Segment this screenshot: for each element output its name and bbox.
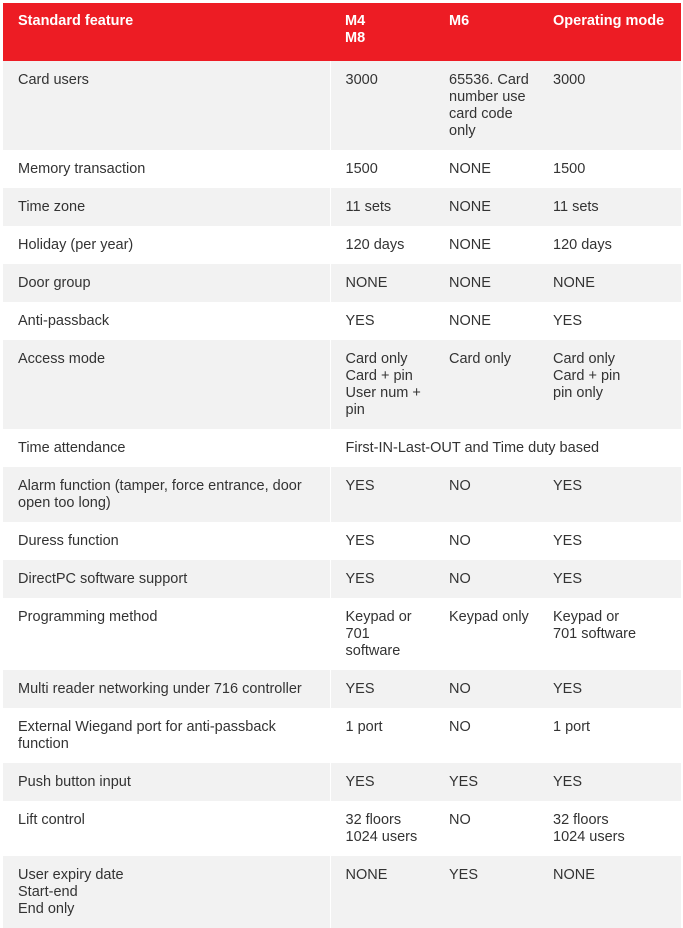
m6-cell: NONE <box>449 237 491 253</box>
m6-cell: NONE <box>434 264 538 302</box>
table-row <box>3 226 681 264</box>
header-standard-feature: Standard feature <box>3 3 330 61</box>
table-row <box>3 429 681 467</box>
feature-cell: Time zone <box>3 188 330 226</box>
table-row <box>3 340 681 429</box>
operating-mode-cell: Keypad or 701 software <box>553 609 637 642</box>
feature-cell: Programming method <box>18 609 158 625</box>
table-row <box>3 264 681 302</box>
table-row <box>3 188 681 226</box>
operating-mode-cell: YES <box>538 670 681 708</box>
header-m6: M6 <box>434 3 538 61</box>
operating-mode-cell: 3000 <box>538 61 681 150</box>
table-row <box>3 150 681 188</box>
feature-cell: Lift control <box>18 812 85 828</box>
feature-cell: Card users <box>3 61 330 150</box>
table-row <box>3 560 681 598</box>
table-row <box>3 670 681 708</box>
feature-cell: Multi reader networking under 716 controller <box>3 670 330 708</box>
operating-mode-cell: 1500 <box>553 161 586 177</box>
m6-cell: 65536. Card number use card code only <box>434 61 538 150</box>
m4-m8-cell: NONE <box>330 264 434 302</box>
feature-comparison-table <box>3 3 681 928</box>
header-m4-m8: M4 M8 <box>330 3 434 61</box>
m6-cell: Keypad only <box>449 609 529 625</box>
table-row <box>3 801 681 856</box>
operating-mode-cell: 32 floors 1024 users <box>553 812 625 845</box>
merged-value-cell: First-IN-Last-OUT and Time duty based <box>330 429 681 467</box>
operating-mode-cell: YES <box>538 560 681 598</box>
feature-cell: External Wiegand port for anti-passback function <box>18 719 276 752</box>
m6-cell: NO <box>434 670 538 708</box>
table-header-row <box>3 3 681 61</box>
m6-cell: NONE <box>449 161 491 177</box>
table-row <box>3 763 681 801</box>
m4-m8-cell: 1500 <box>330 150 434 188</box>
feature-cell: Time attendance <box>18 440 126 456</box>
feature-cell: Door group <box>3 264 330 302</box>
m4-m8-cell: YES <box>330 670 434 708</box>
table-body <box>3 61 681 928</box>
header-operating-mode: Operating mode <box>538 3 681 61</box>
m6-cell: NO <box>449 719 471 735</box>
operating-mode-cell: 120 days <box>553 237 612 253</box>
table-row <box>3 856 681 928</box>
operating-mode-cell: NONE <box>538 264 681 302</box>
m6-cell: NO <box>434 560 538 598</box>
m6-cell: NO <box>449 812 471 828</box>
m6-cell: YES <box>434 763 538 801</box>
feature-cell: Memory transaction <box>18 161 146 177</box>
m4-m8-cell: 32 floors 1024 users <box>330 801 434 856</box>
m6-cell: NONE <box>434 188 538 226</box>
table-row <box>3 598 681 670</box>
operating-mode-cell: YES <box>538 467 681 522</box>
table-row <box>3 467 681 522</box>
m4-m8-cell: Keypad or 701 software <box>330 598 434 670</box>
feature-comparison-table-container <box>3 3 681 928</box>
operating-mode-cell: 1 port <box>553 719 591 735</box>
m4-m8-cell: YES <box>330 560 434 598</box>
m4-m8-cell: 11 sets <box>330 188 434 226</box>
feature-cell: Alarm function (tamper, force entrance, door open too long) <box>3 467 330 522</box>
feature-cell: Push button input <box>3 763 330 801</box>
m4-m8-cell: Card only Card + pin User num + pin <box>330 340 434 429</box>
m6-cell: NONE <box>449 313 491 329</box>
table-row <box>3 708 681 763</box>
m6-cell: YES <box>434 856 538 928</box>
m4-m8-cell: 3000 <box>330 61 434 150</box>
operating-mode-cell: YES <box>538 763 681 801</box>
feature-cell: Access mode <box>3 340 330 429</box>
m4-m8-cell: YES <box>330 763 434 801</box>
m4-m8-cell: NONE <box>330 856 434 928</box>
feature-cell: DirectPC software support <box>3 560 330 598</box>
m6-cell: NO <box>449 533 471 549</box>
operating-mode-cell: YES <box>553 313 583 329</box>
operating-mode-cell: NONE <box>538 856 681 928</box>
feature-cell: User expiry date Start-end End only <box>3 856 330 928</box>
operating-mode-cell: Card only Card + pin pin only <box>538 340 681 429</box>
table-row <box>3 61 681 150</box>
feature-cell: Holiday (per year) <box>18 237 134 253</box>
m4-m8-cell: 120 days <box>330 226 434 264</box>
m4-m8-cell: YES <box>330 467 434 522</box>
m4-m8-cell: YES <box>330 302 434 340</box>
table-row <box>3 302 681 340</box>
table-row <box>3 522 681 560</box>
feature-cell: Anti-passback <box>18 313 110 329</box>
m4-m8-cell: YES <box>330 522 434 560</box>
m6-cell: Card only <box>434 340 538 429</box>
operating-mode-cell: 11 sets <box>538 188 681 226</box>
operating-mode-cell: YES <box>553 533 583 549</box>
m4-m8-cell: 1 port <box>330 708 434 763</box>
m6-cell: NO <box>434 467 538 522</box>
feature-cell: Duress function <box>18 533 119 549</box>
